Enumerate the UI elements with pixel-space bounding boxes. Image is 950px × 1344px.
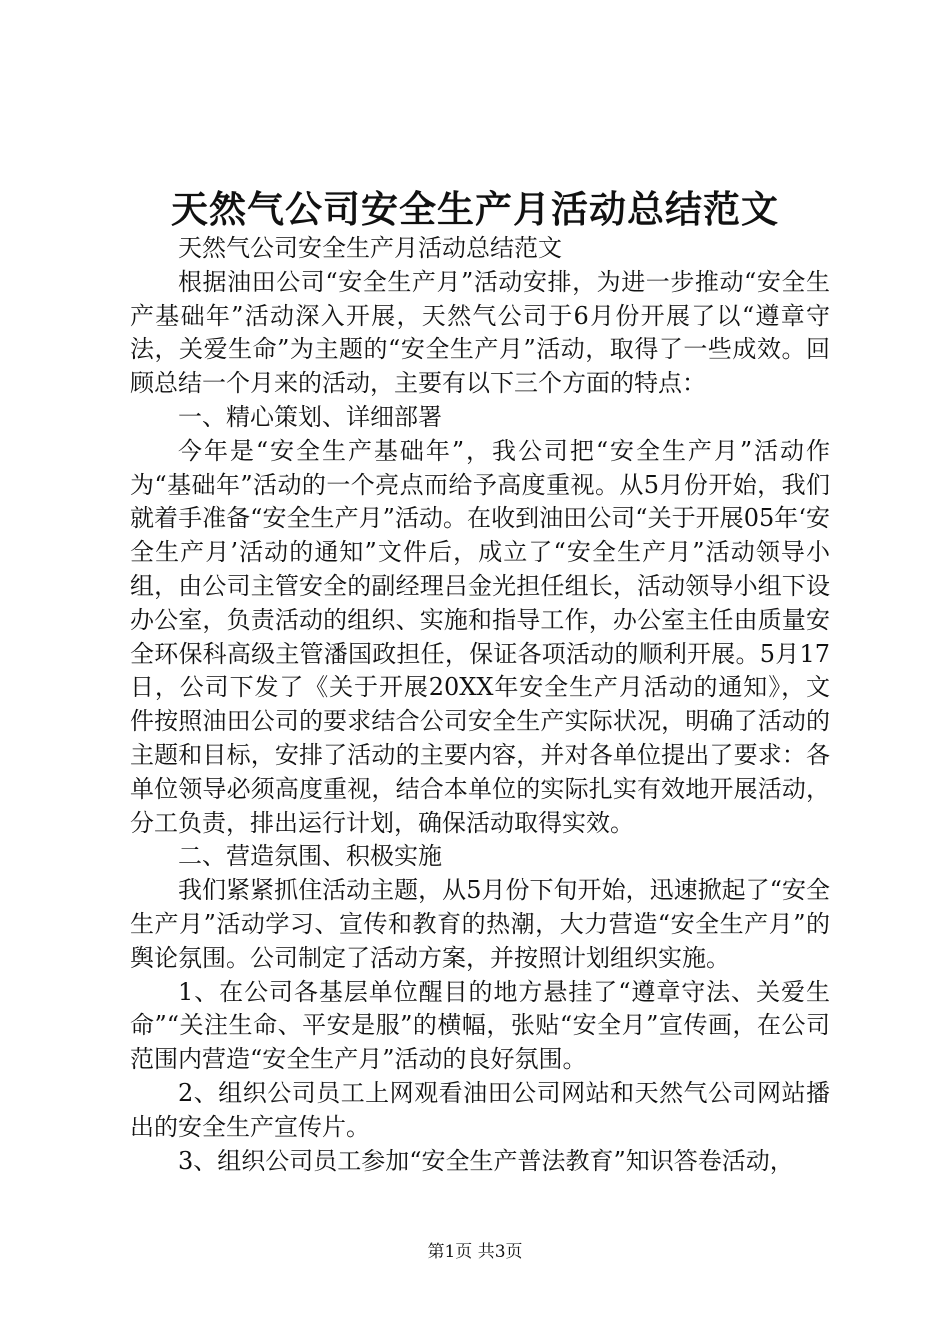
document-body	[130, 232, 830, 1178]
body-paragraph: 今年是“安全生产基础年”，我公司把“安全生产月”活动作为“基础年”活动的一个亮点而给予高度重视。从5月份开始，我们就着手准备“安全生产月”活动。在收到油田公司“关于开展05年‘安全生产月’活动的通知”文件后，成立了“安全生产月”活动领导小组，由公司主管安全的副经理吕金光担任组长，活动领导小组下设办公室，负责活动的组织、实施和指导工作，办公室主任由质量安全环保科高级主管潘国政担任，保证各项活动的顺利开展。5月17日，公司下发了《关于开展20XX年安全生产月活动的通知》，文件按照油田公司的要求结合公司安全生产实际状况，明确了活动的主题和目标，安排了活动的主要内容，并对各单位提出了要求：各单位领导必须高度重视，结合本单位的实际扎实有效地开展活动，分工负责，排出运行计划，确保活动取得实效。	[130, 436, 830, 837]
subtitle-paragraph: 天然气公司安全生产月活动总结范文	[178, 234, 562, 262]
list-item: 1、在公司各基层单位醒目的地方悬挂了“遵章守法、关爱生命”“关注生命、平安是服”的横幅，张贴“安全月”宣传画，在公司范围内营造“安全生产月”活动的良好氛围。	[130, 977, 830, 1074]
intro-paragraph: 根据油田公司“安全生产月”活动安排，为进一步推动“安全生产基础年”活动深入开展，天然气公司于6月份开展了以“遵章守法，关爱生命”为主题的“安全生产月”活动，取得了一些成效。回顾总结一个月来的活动，主要有以下三个方面的特点：	[130, 267, 830, 398]
list-item: 2、组织公司员工上网观看油田公司网站和天然气公司网站播出的安全生产宣传片。	[130, 1078, 830, 1141]
document-title: 天然气公司安全生产月活动总结范文	[171, 187, 779, 231]
section-heading-2: 二、营造氛围、积极实施	[178, 842, 442, 871]
section-heading-1: 一、精心策划、详细部署	[178, 402, 442, 431]
page-footer: 第1页 共3页	[427, 1242, 523, 1262]
list-item: 3、组织公司员工参加“安全生产普法教育”知识答卷活动，	[178, 1146, 794, 1175]
body-paragraph: 我们紧紧抓住活动主题，从5月份下旬开始，迅速掀起了“安全生产月”活动学习、宣传和教育的热潮，大力营造“安全生产月”的舆论氛围。公司制定了活动方案，并按照计划组织实施。	[130, 876, 830, 972]
